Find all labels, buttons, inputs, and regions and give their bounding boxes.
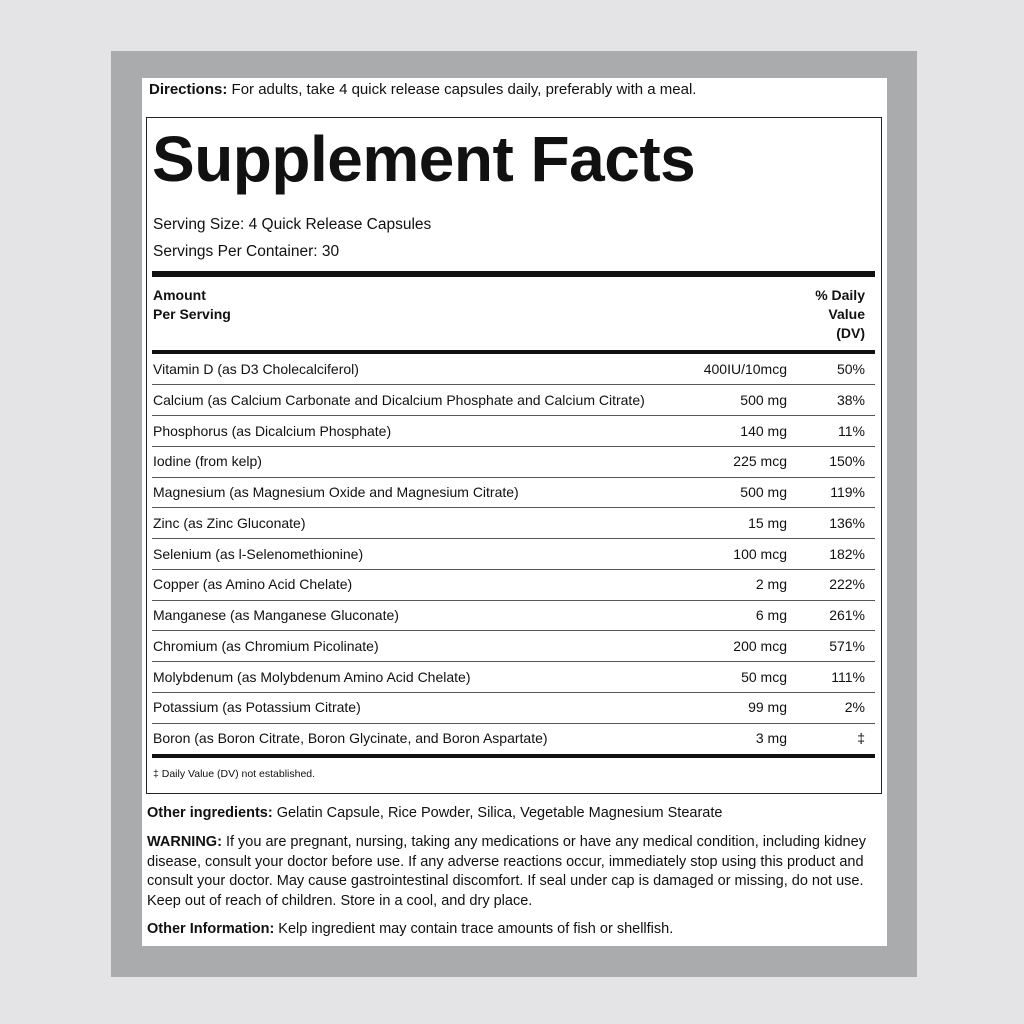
nutrient-name: Potassium (as Potassium Citrate) bbox=[153, 699, 361, 716]
amount-header bbox=[153, 286, 231, 324]
directions-text: For adults, take 4 quick release capsules daily, preferably with a meal. bbox=[227, 81, 697, 98]
table-row bbox=[152, 446, 875, 476]
dv-header-line1: % Daily bbox=[815, 287, 865, 303]
warning-text: If you are pregnant, nursing, taking any medications or have any medical condition, including kidney disease, consult your doctor before use. If any adverse reactions occur, immediately stop using this product and consult your doctor. May cause gastrointestinal discomfort. If seal under cap is damaged or missing, do not use. Keep out of reach of children. Store in a cool, and dry place. bbox=[147, 834, 866, 909]
nutrient-name: Boron (as Boron Citrate, Boron Glycinate, and Boron Aspartate) bbox=[153, 730, 548, 746]
nutrient-name: Selenium (as l-Selenomethionine) bbox=[153, 545, 364, 562]
nutrient-amount: 225 mcg bbox=[733, 453, 787, 470]
table-row bbox=[152, 600, 875, 630]
nutrient-daily-value: 50% bbox=[836, 361, 865, 377]
bottom-divider bbox=[152, 754, 875, 758]
nutrient-amount: 140 mg bbox=[740, 422, 787, 439]
nutrient-daily-value: ‡ bbox=[857, 730, 865, 746]
nutrient-name: Calcium (as Calcium Carbonate and Dicalcium Phosphate and Calcium Citrate) bbox=[153, 391, 645, 408]
amount-header-line2: Per Serving bbox=[153, 306, 231, 322]
nutrient-daily-value: 150% bbox=[829, 453, 865, 470]
table-row bbox=[152, 385, 875, 415]
warning bbox=[147, 833, 882, 911]
other-ingredients-text: Gelatin Capsule, Rice Powder, Silica, Vegetable Magnesium Stearate bbox=[272, 805, 723, 821]
table-row bbox=[152, 631, 875, 661]
footnote: ‡ Daily Value (DV) not established. bbox=[153, 768, 316, 780]
daily-value-header bbox=[815, 286, 865, 343]
nutrient-amount: 100 mcg bbox=[733, 545, 787, 562]
table-row bbox=[152, 662, 875, 692]
nutrient-amount: 500 mg bbox=[740, 391, 787, 408]
other-information-label: Other Information: bbox=[147, 921, 275, 937]
table-row bbox=[152, 416, 875, 446]
other-information bbox=[147, 920, 882, 940]
nutrient-amount: 99 mg bbox=[748, 699, 787, 716]
nutrient-amount: 50 mcg bbox=[741, 668, 787, 685]
nutrient-daily-value: 261% bbox=[829, 607, 865, 623]
thick-divider bbox=[152, 271, 875, 277]
nutrient-name: Zinc (as Zinc Gluconate) bbox=[153, 514, 306, 531]
nutrient-name: Iodine (from kelp) bbox=[153, 453, 262, 470]
nutrient-daily-value: 111% bbox=[831, 668, 865, 685]
directions bbox=[149, 81, 696, 98]
page-title: Supplement Facts bbox=[152, 123, 696, 195]
dv-header-line2: Value bbox=[828, 306, 865, 322]
other-information-text: Kelp ingredient may contain trace amounts of fish or shellfish. bbox=[274, 921, 674, 937]
nutrient-name: Magnesium (as Magnesium Oxide and Magnesium Citrate) bbox=[153, 484, 519, 500]
nutrient-daily-value: 222% bbox=[829, 576, 865, 593]
table-row bbox=[152, 692, 875, 722]
nutrient-name: Manganese (as Manganese Gluconate) bbox=[153, 607, 399, 623]
table-row bbox=[152, 723, 875, 753]
nutrient-amount: 200 mcg bbox=[733, 637, 787, 654]
table-row bbox=[152, 569, 875, 599]
nutrient-daily-value: 571% bbox=[829, 637, 865, 654]
nutrient-daily-value: 119% bbox=[830, 484, 865, 500]
nutrient-amount: 400IU/10mcg bbox=[703, 361, 787, 377]
nutrient-name: Vitamin D (as D3 Cholecalciferol) bbox=[153, 361, 359, 377]
nutrient-daily-value: 11% bbox=[838, 422, 865, 439]
nutrient-name: Phosphorus (as Dicalcium Phosphate) bbox=[153, 422, 392, 439]
nutrient-daily-value: 38% bbox=[836, 391, 865, 408]
nutrient-amount: 2 mg bbox=[755, 576, 787, 593]
other-ingredients-label: Other ingredients: bbox=[147, 805, 273, 821]
nutrient-name: Chromium (as Chromium Picolinate) bbox=[153, 637, 379, 654]
serving-size: Serving Size: 4 Quick Release Capsules bbox=[153, 216, 432, 233]
amount-header-line1: Amount bbox=[153, 287, 206, 303]
servings-per-container: Servings Per Container: 30 bbox=[153, 243, 340, 260]
table-row bbox=[152, 508, 875, 538]
directions-label: Directions: bbox=[149, 81, 228, 98]
nutrient-daily-value: 136% bbox=[829, 514, 865, 531]
table-row bbox=[152, 477, 875, 507]
nutrient-daily-value: 182% bbox=[829, 545, 865, 562]
nutrient-daily-value: 2% bbox=[844, 699, 865, 716]
nutrient-name: Molybdenum (as Molybdenum Amino Acid Chelate) bbox=[153, 668, 471, 685]
table-row bbox=[152, 539, 875, 569]
nutrient-amount: 3 mg bbox=[755, 730, 787, 746]
nutrient-amount: 500 mg bbox=[740, 484, 787, 500]
dv-header-line3: (DV) bbox=[836, 325, 865, 341]
nutrient-amount: 15 mg bbox=[748, 514, 787, 531]
other-ingredients bbox=[147, 804, 882, 824]
table-row bbox=[152, 354, 875, 384]
nutrient-name: Copper (as Amino Acid Chelate) bbox=[153, 576, 353, 593]
nutrient-amount: 6 mg bbox=[755, 607, 787, 623]
warning-label: WARNING: bbox=[147, 834, 222, 850]
